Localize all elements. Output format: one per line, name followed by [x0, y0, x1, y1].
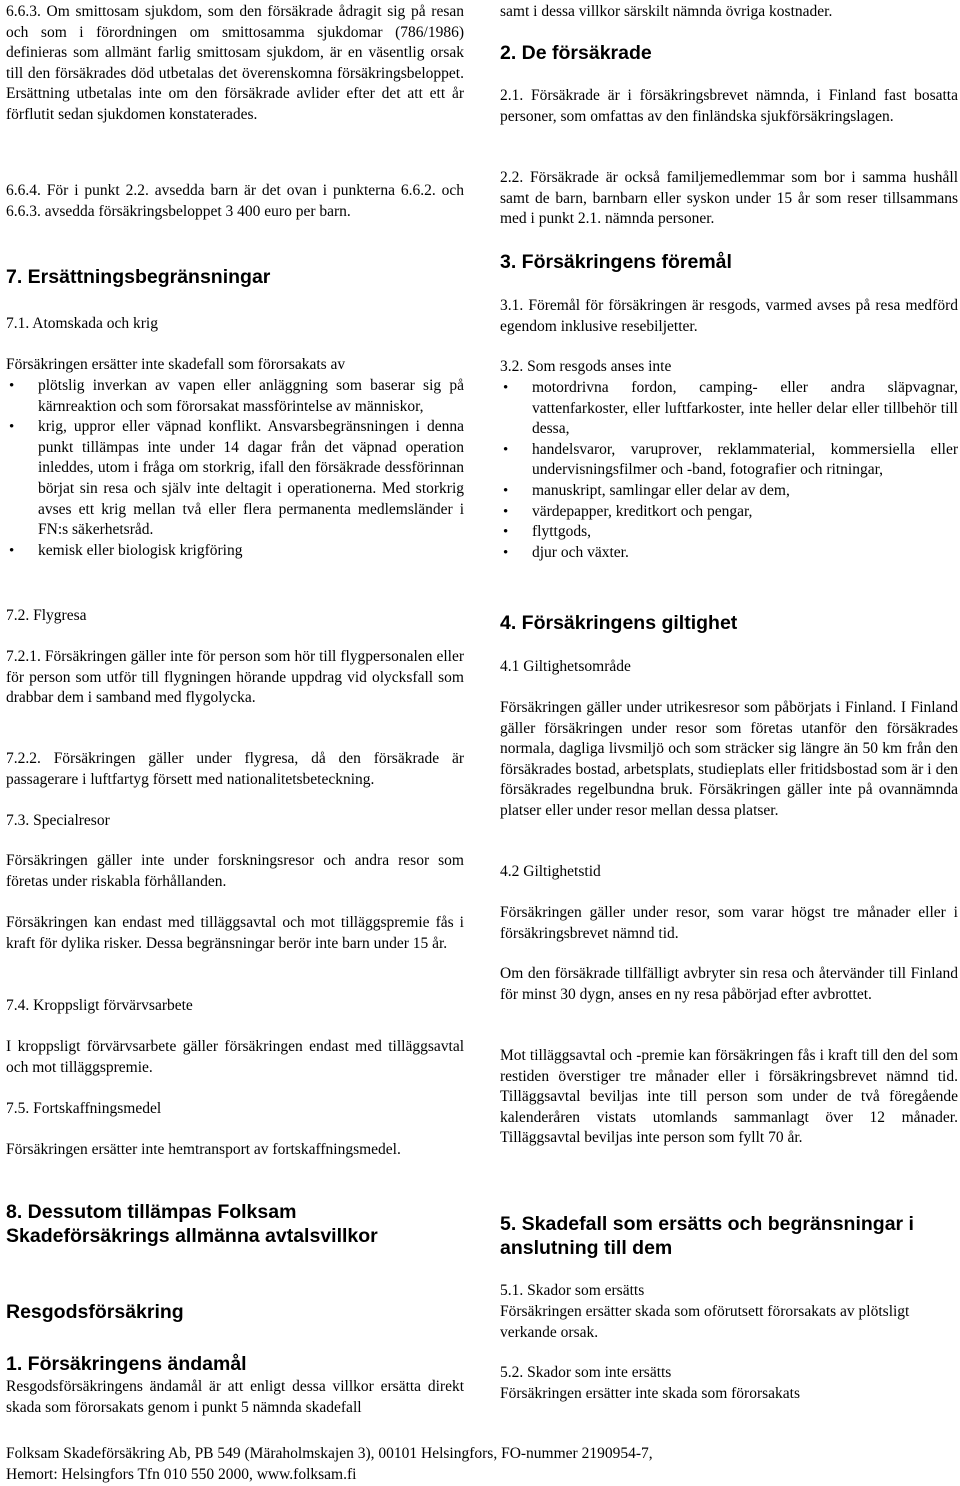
heading-7: 7. Ersättningsbegränsningar — [6, 266, 271, 288]
paragraph-4-2-b: Om den försäkrade tillfälligt avbryter sin resa och återvänder till Finland för minst 30 dygn, anses en ny resa påbörjad efter avbrottet. — [500, 965, 958, 1003]
list-item: • plötslig inverkan av vapen eller anläggning som baserar sig på kärnreaktion och som förorsakat massförintelse av människor, — [6, 376, 464, 417]
heading-5: 5. Skadefall som ersätts och begränsningar i anslutning till dem — [500, 1213, 914, 1259]
paragraph-7-4: I kroppsligt förvärvsarbete gäller försäkringen endast med tilläggsavtal och mot tilläggspremie. — [6, 1038, 464, 1076]
heading-7-2: 7.2. Flygresa — [6, 607, 87, 624]
heading-1: 1. Försäkringens ändamål — [6, 1353, 247, 1375]
paragraph-2-2: 2.2. Försäkrade är också familjemedlemmar som bor i samma hushåll samt de barn, barnbarn eller syskon under 15 år som reser tillsammans med i punkt 2.1. nämnda personer. — [500, 169, 958, 228]
paragraph-3-2: 3.2. Som resgods anses inte — [500, 358, 672, 375]
heading-4-1: 4.1 Giltighetsområde — [500, 658, 631, 675]
page-footer — [6, 1444, 946, 1485]
heading-8: 8. Dessutom tillämpas Folksam Skadeförsäkrings allmänna avtalsvillkor — [6, 1201, 378, 1247]
heading-7-3: 7.3. Specialresor — [6, 812, 110, 829]
heading-resgodsforsakring: Resgodsförsäkring — [6, 1301, 184, 1323]
heading-5-2: 5.2. Skador som inte ersätts — [500, 1364, 672, 1381]
list-item: • krig, uppror eller väpnad konflikt. Ansvarsbegränsningen i denna punkt tillämpas inte under 14 dagar från det väpnad operation inleddes, utom i fråga om storkrig, ifall den försäkrade dessförinnan börjat sin resa och själv inte deltagit i operationerna. Med storkrig avses ett krig mellan två eller flera permanenta medlemsländer i FN:s säkerhetsråd. — [6, 417, 464, 541]
paragraph-7-2-1: 7.2.1. Försäkringen gäller inte för person som hör till flygpersonalen eller för person som utför till flygningen hörande uppdrag vid olycksfall som drabbar dem i samband med flygolycka. — [6, 648, 464, 707]
paragraph-4-2-c: Mot tilläggsavtal och -premie kan försäkringen fås i kraft till den del som restiden överstiger tre månader eller i försäkringsbrevet nämnd tid. Tilläggsavtal beviljas inte till person som under de två föregående kalenderåren vistats utomlands sammanlagt över 12 månader. Tilläggsavtal beviljas inte person som fyllt 70 år. — [500, 1047, 958, 1147]
heading-4: 4. Försäkringens giltighet — [500, 612, 738, 634]
list-7-1 — [6, 376, 464, 561]
heading-3: 3. Försäkringens föremål — [500, 251, 732, 273]
paragraph-2-1: 2.1. Försäkrade är i försäkringsbrevet nämnda, i Finland fast bosatta personer, som omfattas av den finländska sjukförsäkringslagen. — [500, 87, 958, 125]
list-item: • djur och växter. — [500, 543, 958, 564]
paragraph-5-2: Försäkringen ersätter inte skada som förorsakats — [500, 1385, 801, 1402]
heading-5-1: 5.1. Skador som ersätts — [500, 1282, 645, 1299]
footer-line-address: Folksam Skadeförsäkring Ab, PB 549 (Märaholmskajen 3), 00101 Helsingfors, FO-nummer 2190954-7, — [6, 1445, 653, 1462]
paragraph-continuation: samt i dessa villkor särskilt nämnda övriga kostnader. — [500, 3, 833, 20]
heading-7-1: 7.1. Atomskada och krig — [6, 315, 158, 332]
paragraph-6-6-3: 6.6.3. Om smittosam sjukdom, som den försäkrade ådragit sig på resan och som i förordningen om smittosamma sjukdomar (786/1986) definieras som allmänt farlig smittosam sjukdom, är en väsentlig orsak till den försäkrades död utbetalas det överenskomna försäkringsbeloppet. Ersättning utbetalas inte om den försäkrade avlider efter det att ett år förflutit sedan sjukdomen konstaterades. — [6, 3, 464, 123]
paragraph-7-3-a: Försäkringen gäller inte under forskningsresor och andra resor som företas under riskabla förhållanden. — [6, 852, 464, 890]
paragraph-7-5: Försäkringen ersätter inte hemtransport av fortskaffningsmedel. — [6, 1141, 401, 1158]
list-3-2 — [500, 378, 958, 563]
paragraph-4-2-a: Försäkringen gäller under resor, som varar högst tre månader eller i försäkringsbrevet nämnd tid. — [500, 904, 958, 942]
list-item: • värdepapper, kreditkort och pengar, — [500, 502, 958, 523]
list-item: • handelsvaror, varuprover, reklammaterial, kommersiella eller undervisningsfilmer och -band, fotografier och ritningar, — [500, 440, 958, 481]
paragraph-3-1: 3.1. Föremål för försäkringen är resgods, varmed avses på resa medförd egendom inklusive resebiljetter. — [500, 297, 958, 335]
paragraph-1: Resgodsförsäkringens ändamål är att enligt dessa villkor ersätta direkt skada som förorsakats genom i punkt 5 nämnda skadefall — [6, 1378, 464, 1416]
paragraph-7-2-2: 7.2.2. Försäkringen gäller under flygresa, då den försäkrade är passagerare i luftfartyg försett med nationalitetsbeteckning. — [6, 750, 464, 788]
heading-4-2: 4.2 Giltighetstid — [500, 863, 601, 880]
list-item: • manuskript, samlingar eller delar av dem, — [500, 481, 958, 502]
paragraph-6-6-4: 6.6.4. För i punkt 2.2. avsedda barn är det ovan i punkterna 6.6.2. och 6.6.3. avsedda försäkringsbeloppet 3 400 euro per barn. — [6, 182, 464, 220]
list-item: • kemisk eller biologisk krigföring — [6, 541, 464, 562]
list-item: • flyttgods, — [500, 522, 958, 543]
heading-7-5: 7.5. Fortskaffningsmedel — [6, 1100, 162, 1117]
paragraph-7-3-b: Försäkringen kan endast med tilläggsavtal och mot tilläggspremie fås i kraft för dylika risker. Dessa begränsningar berör inte barn under 15 år. — [6, 914, 464, 952]
paragraph-7-1-intro: Försäkringen ersätter inte skadefall som förorsakats av — [6, 356, 346, 373]
footer-line-contact: Hemort: Helsingfors Tfn 010 550 2000, www.folksam.fi — [6, 1465, 357, 1483]
list-item: • motordrivna fordon, camping- eller andra släpvagnar, vattenfarkoster, eller luftfarkoster, inte heller delar eller tillbehör till dessa, — [500, 378, 958, 440]
paragraph-4-1: Försäkringen gäller under utrikesresor som påbörjats i Finland. I Finland gäller försäkringen under resor som företas utanför den försäkrades normala, dagliga livsmiljö och som sträcker sig längre än 50 km från den försäkrades bostad, arbetsplats, studieplats eller fritidsbostad som är i den försäkrades regelbundna bruk. Försäkringen gäller inte på ovannämnda platser eller under resor mellan dessa platser. — [500, 699, 958, 819]
paragraph-5-1: Försäkringen ersätter skada som oförutsett förorsakats av plötsligt verkande orsak. — [500, 1303, 910, 1341]
heading-2: 2. De försäkrade — [500, 42, 652, 64]
heading-7-4: 7.4. Kroppsligt förvärvsarbete — [6, 997, 193, 1014]
